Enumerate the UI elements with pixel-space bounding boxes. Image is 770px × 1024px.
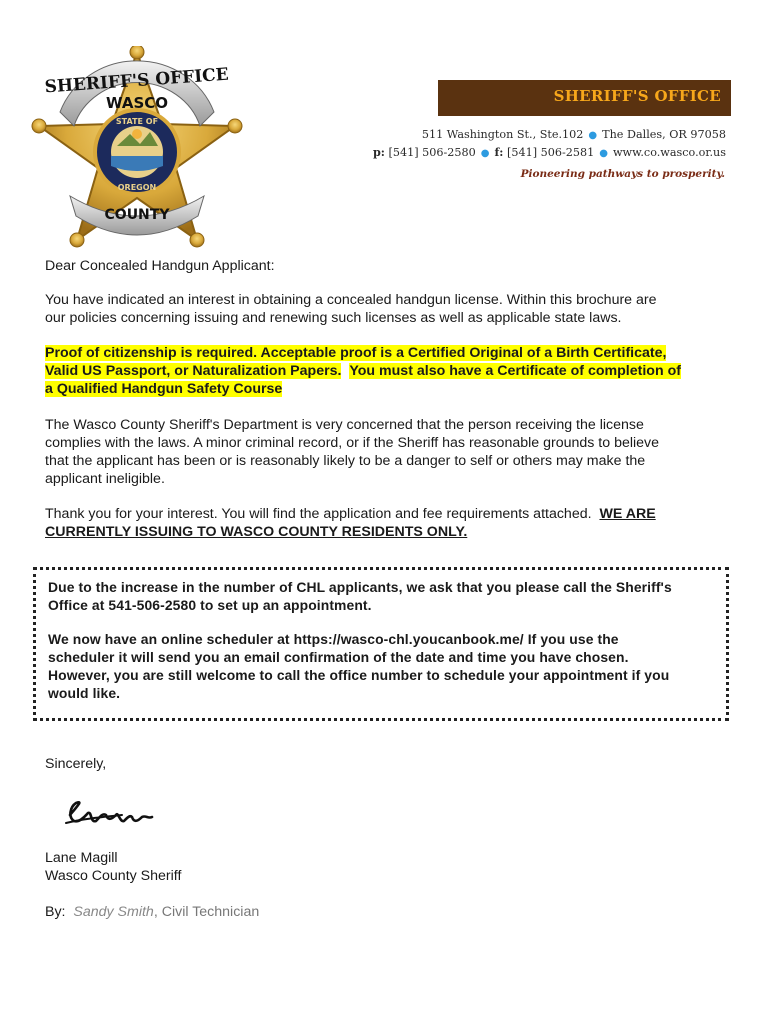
thanks-paragraph: Thank you for your interest. You will find the application and fee requirements attached. WE ARE CURRENTLY ISSUING TO WASCO COUNTY RESIDENTS ONLY.: [45, 506, 656, 540]
signer-name: Lane Magill: [45, 850, 118, 866]
svg-text:STATE OF: STATE OF: [115, 117, 159, 126]
notice-line: Due to the increase in the number of CHL applicants, we ask that you please call the Sheriff's: [48, 579, 672, 595]
website-link[interactable]: www.co.wasco.or.us: [612, 146, 726, 159]
contact-line: p: [541] 506-2580 ● f: [541] 506-2581 ● www.co.wasco.or.us: [372, 145, 726, 159]
appointment-notice-box: [33, 567, 729, 721]
notice-line: However, you are still welcome to call the office number to schedule your appointment if you: [48, 667, 670, 683]
banner-title: SHERIFF'S OFFICE: [553, 87, 721, 105]
svg-text:SHERIFF'S OFFICE: SHERIFF'S OFFICE: [44, 64, 230, 98]
sheriff-badge-logo: [30, 46, 244, 260]
signature: [62, 793, 162, 833]
tagline: Pioneering pathways to prosperity.: [520, 168, 725, 180]
intro-paragraph: You have indicated an interest in obtaining a concealed handgun license. Within this brochure are our policies concerning issuing and renewing such licenses as well as applicable state laws.: [45, 292, 657, 326]
signer-block: [45, 849, 731, 885]
address-line: 511 Washington St., Ste.102 ● The Dalles, OR 97058: [421, 128, 726, 141]
concern-paragraph: The Wasco County Sheriff's Department is very concerned that the person receiving the license complies with the laws. A minor criminal record, or if the Sheriff has reasonable grounds to believe that the applicant has been or is reasonably likely to be a danger to self or others may make the applicant ineligible.: [45, 417, 660, 487]
proof-paragraph: Proof of citizenship is required. Acceptable proof is a Certified Original of a Birth Certificate, Valid US Passport, or Naturalization Papers. You must also have a Certificate of completion of a Qualified Handgun Safety Course: [45, 345, 681, 397]
by-line: By: Sandy Smith, Civil Technician: [45, 904, 260, 920]
salutation: Dear Concealed Handgun Applicant:: [45, 258, 275, 274]
svg-text:OREGON: OREGON: [117, 183, 157, 192]
notice-line: would like.: [48, 685, 121, 701]
svg-text:WASCO: WASCO: [105, 94, 169, 112]
header-banner: [438, 80, 731, 116]
sincerely: Sincerely,: [45, 756, 107, 772]
svg-text:COUNTY: COUNTY: [104, 207, 170, 223]
scheduler-line[interactable]: We now have an online scheduler at https://wasco-chl.youcanbook.me/ If you use the: [48, 631, 619, 647]
notice-line: Office at 541-506-2580 to set up an appointment.: [48, 597, 372, 613]
signer-title: Wasco County Sheriff: [45, 868, 182, 884]
notice-line: scheduler it will send you an email confirmation of the date and time you have chosen.: [48, 649, 629, 665]
